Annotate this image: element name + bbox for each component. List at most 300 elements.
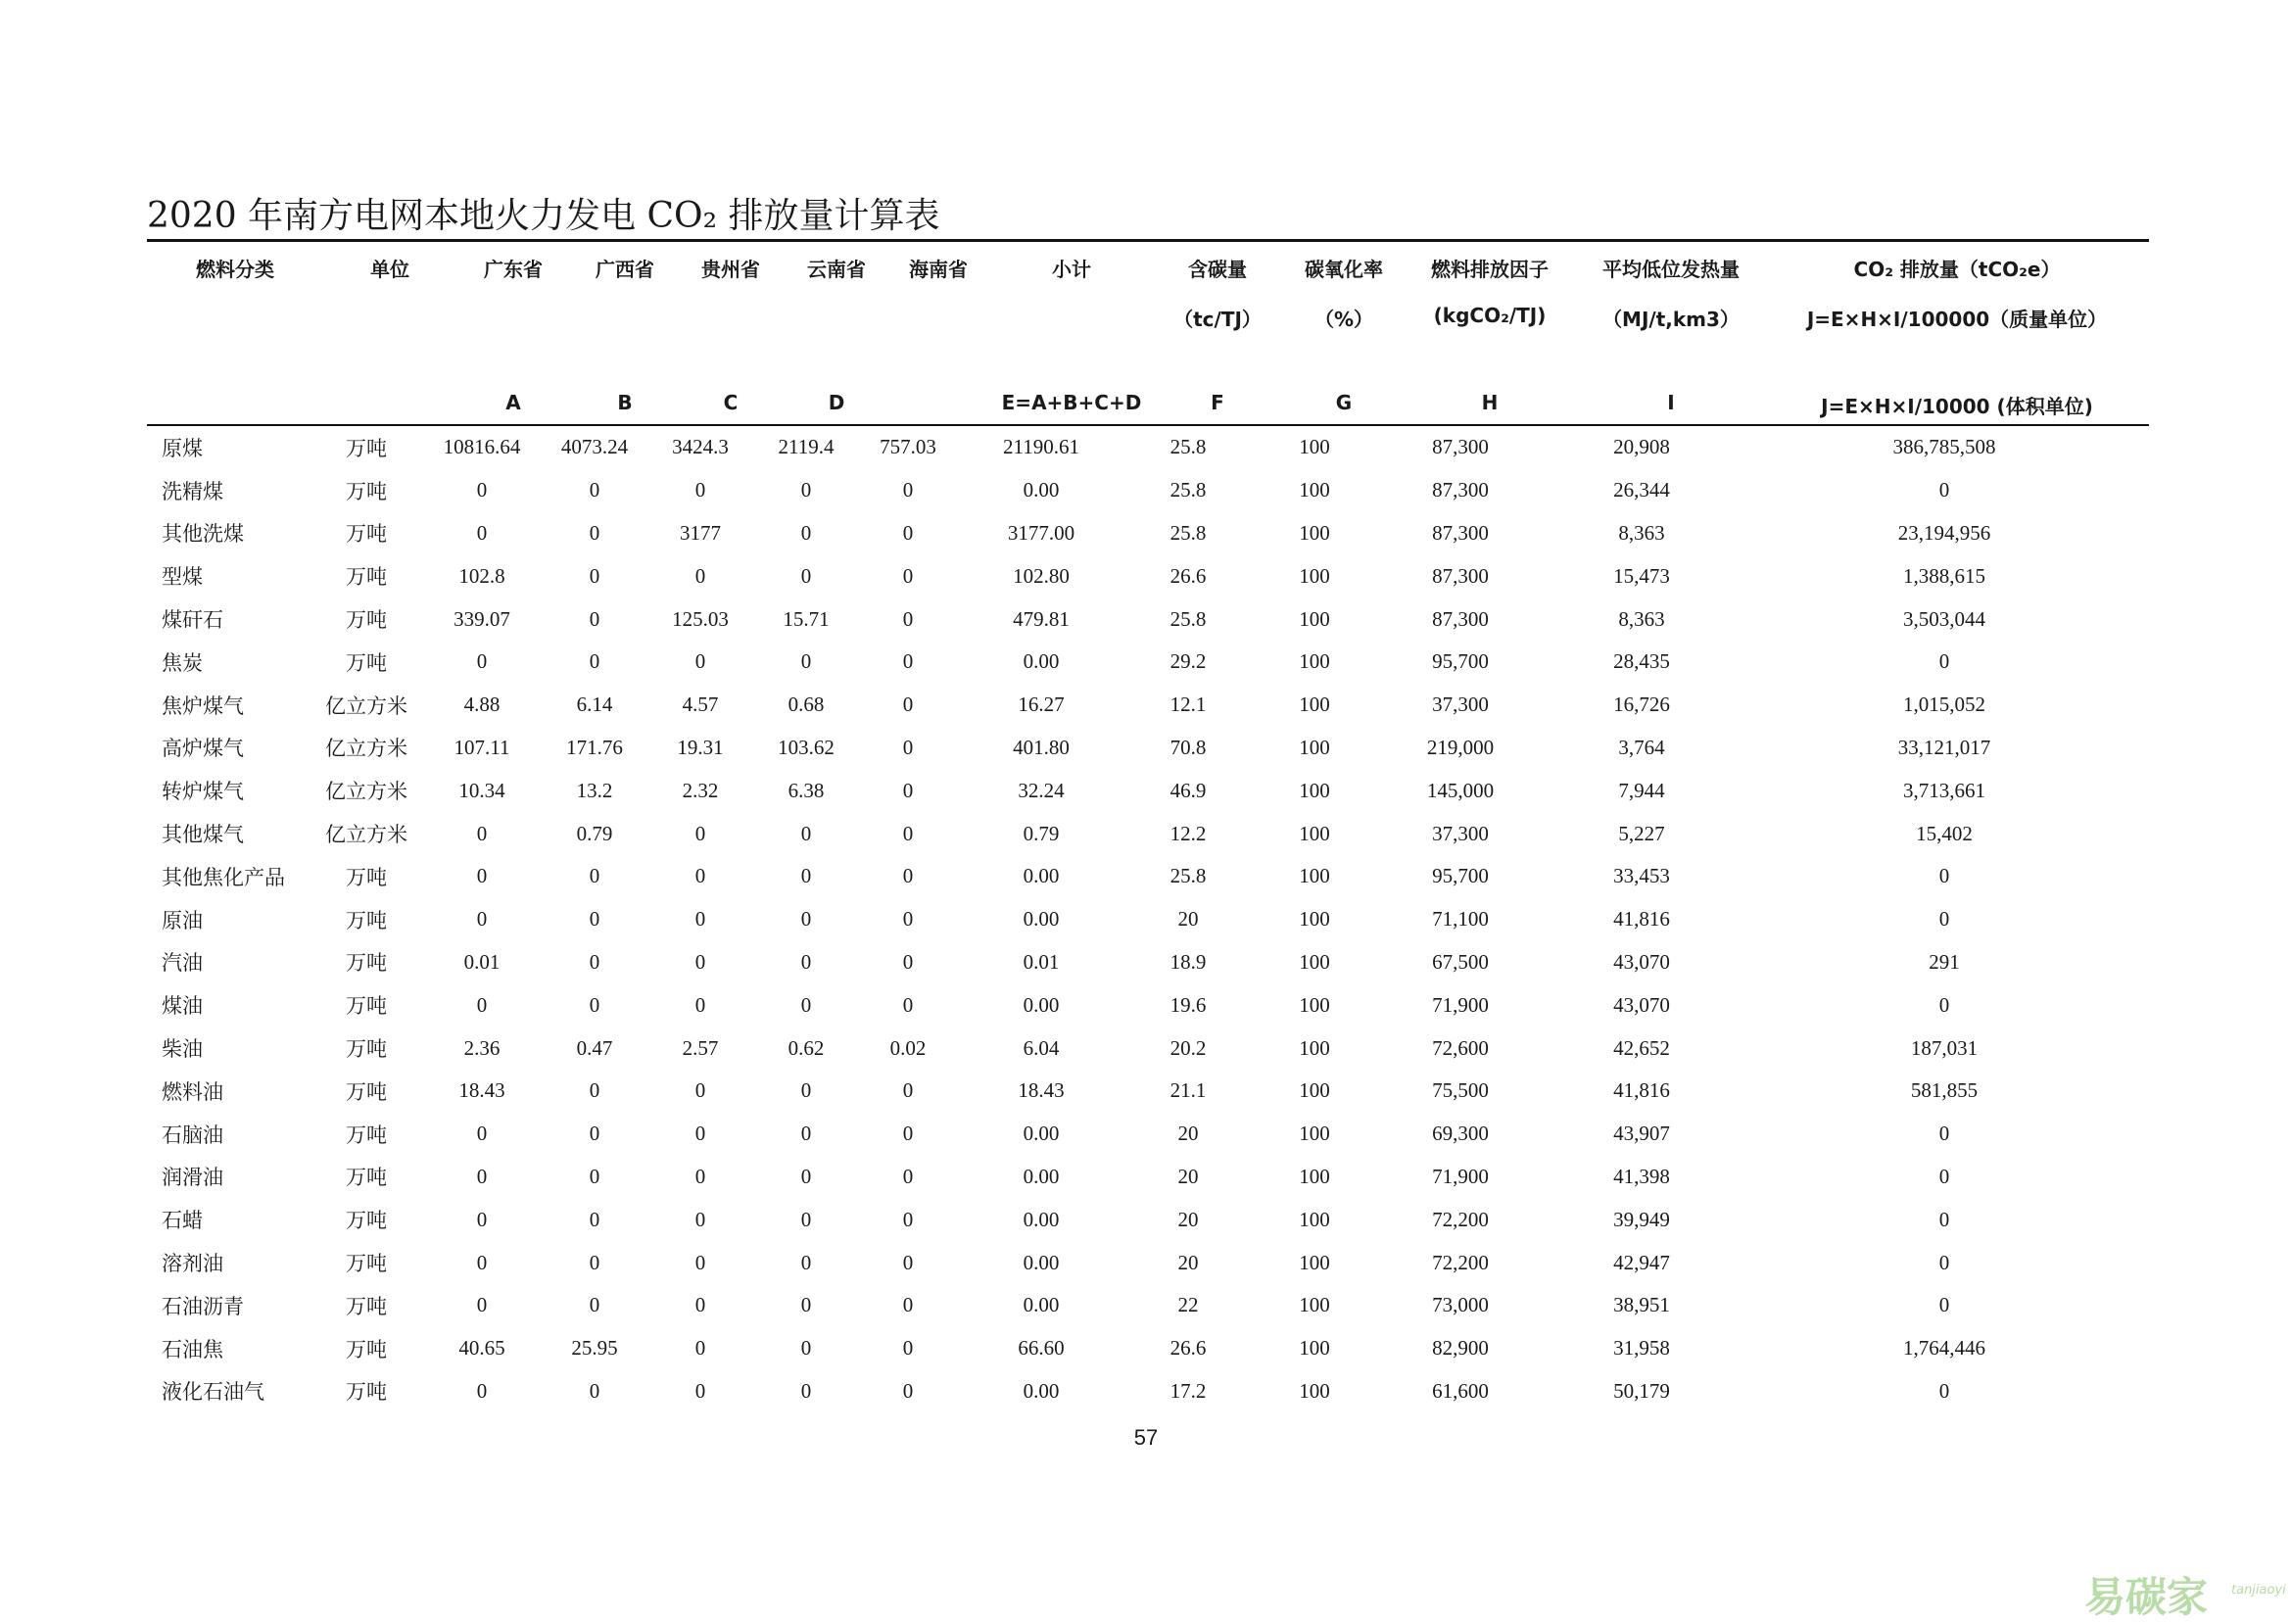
oxidation-rate-cell: 100 [1299, 778, 1330, 802]
guangxi-cell: 6.14 [576, 693, 613, 717]
header-fuel-category: 燃料分类 [196, 258, 274, 281]
fuel-name-cell: 型煤 [162, 565, 203, 590]
unit-cell: 万吨 [346, 1337, 387, 1361]
unit-cell: 万吨 [346, 479, 387, 503]
fuel-name-cell: 转炉煤气 [162, 780, 244, 804]
table-body [147, 426, 2149, 1412]
guangxi-cell: 0.47 [576, 1035, 613, 1060]
emission-factor-cell: 87,300 [1432, 606, 1489, 631]
hainan-cell: 757.03 [880, 435, 936, 459]
hainan-cell: 0 [902, 1122, 914, 1146]
table-row [147, 554, 2149, 597]
table-row [147, 812, 2149, 855]
carbon-content-cell: 25.8 [1169, 520, 1207, 545]
hainan-cell: 0 [902, 992, 914, 1017]
emission-factor-cell: 87,300 [1432, 563, 1489, 588]
co2-emission-cell: 0 [1938, 1250, 1950, 1274]
heating-value-cell: 42,947 [1613, 1250, 1670, 1274]
hainan-cell: 0 [902, 563, 914, 588]
yunnan-cell: 0 [800, 563, 812, 588]
unit-cell: 万吨 [346, 650, 387, 675]
header-guangxi: 广西省 [596, 258, 654, 281]
emission-factor-cell: 95,700 [1432, 649, 1489, 674]
emission-factor-cell: 61,600 [1432, 1378, 1489, 1403]
unit-cell: 万吨 [346, 1294, 387, 1318]
guizhou-cell: 0 [694, 1250, 706, 1274]
guangdong-cell: 0 [476, 1164, 488, 1188]
fuel-name-cell: 焦炭 [162, 650, 203, 675]
guangxi-cell: 0 [589, 520, 600, 545]
hainan-cell: 0 [902, 606, 914, 631]
guangxi-cell: 0 [589, 1293, 600, 1317]
header-top-rule [147, 239, 2149, 242]
page-title: 2020 年南方电网本地火力发电 CO₂ 排放量计算表 [147, 196, 940, 236]
guangdong-cell: 10816.64 [443, 435, 521, 459]
guizhou-cell: 0 [694, 649, 706, 674]
subtotal-cell: 0.00 [1023, 1293, 1060, 1317]
guangdong-cell: 0 [476, 520, 488, 545]
header-col-i: I [1667, 391, 1675, 414]
guizhou-cell: 19.31 [677, 735, 724, 759]
guangxi-cell: 0 [589, 1164, 600, 1188]
header-guizhou: 贵州省 [701, 258, 760, 281]
guizhou-cell: 3424.3 [672, 435, 729, 459]
guangdong-cell: 0 [476, 1293, 488, 1317]
guizhou-cell: 0 [694, 1164, 706, 1188]
emission-factor-cell: 69,300 [1432, 1122, 1489, 1146]
heating-value-cell: 20,908 [1613, 435, 1670, 459]
guangdong-cell: 0 [476, 478, 488, 502]
emission-factor-cell: 219,000 [1426, 735, 1495, 759]
yunnan-cell: 6.38 [788, 778, 825, 802]
yunnan-cell: 0 [800, 949, 812, 974]
emission-factor-cell: 72,600 [1432, 1035, 1489, 1060]
fuel-name-cell: 焦炉煤气 [162, 693, 244, 718]
subtotal-cell: 16.27 [1018, 693, 1065, 717]
yunnan-cell: 0 [800, 907, 812, 931]
subtotal-cell: 0.00 [1023, 1164, 1060, 1188]
co2-emission-cell: 15,402 [1916, 821, 1973, 845]
oxidation-rate-cell: 100 [1299, 1378, 1330, 1403]
heating-value-cell: 42,652 [1613, 1035, 1670, 1060]
yunnan-cell: 0 [800, 1293, 812, 1317]
guizhou-cell: 0 [694, 1378, 706, 1403]
subtotal-cell: 3177.00 [1007, 520, 1075, 545]
hainan-cell: 0 [902, 1336, 914, 1361]
emission-factor-cell: 71,900 [1432, 992, 1489, 1017]
guangdong-cell: 0 [476, 821, 488, 845]
emission-factor-cell: 73,000 [1432, 1293, 1489, 1317]
oxidation-rate-cell: 100 [1299, 1207, 1330, 1231]
header-guangdong: 广东省 [484, 258, 543, 281]
subtotal-cell: 66.60 [1018, 1336, 1065, 1361]
co2-emission-cell: 0 [1938, 1207, 1950, 1231]
yunnan-cell: 0 [800, 478, 812, 502]
hainan-cell: 0 [902, 520, 914, 545]
guangxi-cell: 0 [589, 864, 600, 888]
unit-cell: 亿立方米 [325, 693, 407, 718]
heating-value-cell: 28,435 [1613, 649, 1670, 674]
oxidation-rate-cell: 100 [1299, 907, 1330, 931]
header-col-f: F [1211, 391, 1224, 414]
carbon-content-cell: 12.2 [1169, 821, 1207, 845]
hainan-cell: 0.02 [889, 1035, 927, 1060]
subtotal-cell: 102.80 [1013, 563, 1070, 588]
guangxi-cell: 0 [589, 907, 600, 931]
table-row [147, 1284, 2149, 1327]
fuel-name-cell: 洗精煤 [162, 479, 223, 503]
oxidation-rate-cell: 100 [1299, 821, 1330, 845]
co2-emission-cell: 0 [1938, 1122, 1950, 1146]
subtotal-cell: 0.00 [1023, 649, 1060, 674]
emission-table [147, 426, 2149, 1412]
heating-value-cell: 31,958 [1613, 1336, 1670, 1361]
co2-emission-cell: 0 [1938, 1164, 1950, 1188]
page-number: 57 [1133, 1425, 1159, 1450]
subtotal-cell: 32.24 [1018, 778, 1065, 802]
header-yunnan: 云南省 [807, 258, 866, 281]
heating-value-cell: 16,726 [1613, 693, 1670, 717]
header-oxidation-rate: 碳氧化率 [1305, 258, 1383, 281]
yunnan-cell: 0 [800, 1078, 812, 1103]
fuel-name-cell: 柴油 [162, 1037, 203, 1062]
guangxi-cell: 0 [589, 649, 600, 674]
header-unit-carbon: （tc/TJ） [1173, 308, 1262, 331]
header-col-h: H [1481, 391, 1499, 414]
table-row [147, 1370, 2149, 1413]
fuel-name-cell: 石油沥青 [162, 1294, 244, 1318]
table-row [147, 1327, 2149, 1370]
unit-cell: 万吨 [346, 865, 387, 889]
guizhou-cell: 2.32 [682, 778, 719, 802]
subtotal-cell: 0.00 [1023, 1378, 1060, 1403]
subtotal-cell: 0.79 [1023, 821, 1060, 845]
guizhou-cell: 0 [694, 1293, 706, 1317]
carbon-content-cell: 46.9 [1169, 778, 1207, 802]
table-row [147, 1241, 2149, 1284]
header-carbon-content: 含碳量 [1188, 258, 1247, 281]
co2-emission-cell: 33,121,017 [1897, 735, 1991, 759]
oxidation-rate-cell: 100 [1299, 864, 1330, 888]
hainan-cell: 0 [902, 1078, 914, 1103]
oxidation-rate-cell: 100 [1299, 1250, 1330, 1274]
guangxi-cell: 0 [589, 1207, 600, 1231]
heating-value-cell: 15,473 [1613, 563, 1670, 588]
header-co2-emission: CO₂ 排放量（tCO₂e） [1853, 258, 2061, 281]
heating-value-cell: 5,227 [1618, 821, 1665, 845]
fuel-name-cell: 煤油 [162, 994, 203, 1019]
yunnan-cell: 0 [800, 649, 812, 674]
table-row [147, 512, 2149, 555]
heating-value-cell: 33,453 [1613, 864, 1670, 888]
header-unit-percent: （%） [1313, 308, 1374, 331]
header-col-a: A [505, 391, 521, 414]
oxidation-rate-cell: 100 [1299, 1164, 1330, 1188]
fuel-name-cell: 其他煤气 [162, 823, 244, 847]
fuel-name-cell: 石蜡 [162, 1209, 203, 1233]
yunnan-cell: 0 [800, 1122, 812, 1146]
yunnan-cell: 0 [800, 1164, 812, 1188]
fuel-name-cell: 煤矸石 [162, 608, 223, 633]
guangdong-cell: 0 [476, 649, 488, 674]
hainan-cell: 0 [902, 1378, 914, 1403]
unit-cell: 万吨 [346, 908, 387, 932]
subtotal-cell: 6.04 [1023, 1035, 1060, 1060]
co2-emission-cell: 581,855 [1910, 1078, 1979, 1103]
co2-emission-cell: 1,764,446 [1903, 1336, 1985, 1361]
guangdong-cell: 0.01 [463, 949, 501, 974]
guizhou-cell: 0 [694, 1336, 706, 1361]
hainan-cell: 0 [902, 478, 914, 502]
hainan-cell: 0 [902, 907, 914, 931]
heating-value-cell: 7,944 [1618, 778, 1665, 802]
header-unit: 单位 [370, 258, 409, 281]
heating-value-cell: 3,764 [1618, 735, 1665, 759]
header-emission-factor: 燃料排放因子 [1431, 258, 1549, 281]
table-row [147, 855, 2149, 898]
fuel-name-cell: 高炉煤气 [162, 737, 244, 761]
hainan-cell: 0 [902, 864, 914, 888]
guangdong-cell: 0 [476, 864, 488, 888]
unit-cell: 万吨 [346, 994, 387, 1019]
guangdong-cell: 102.8 [458, 563, 505, 588]
guangxi-cell: 0 [589, 606, 600, 631]
guizhou-cell: 0 [694, 478, 706, 502]
subtotal-cell: 0.00 [1023, 864, 1060, 888]
guangdong-cell: 10.34 [458, 778, 505, 802]
hainan-cell: 0 [902, 949, 914, 974]
heating-value-cell: 43,070 [1613, 949, 1670, 974]
co2-emission-cell: 187,031 [1910, 1035, 1979, 1060]
header-col-e: E=A+B+C+D [1001, 391, 1142, 414]
watermark-logo: 易碳家 [2084, 1573, 2209, 1621]
subtotal-cell: 0.00 [1023, 1122, 1060, 1146]
subtotal-cell: 0.00 [1023, 992, 1060, 1017]
co2-emission-cell: 0 [1938, 1378, 1950, 1403]
header-subtotal: 小计 [1052, 258, 1091, 281]
yunnan-cell: 0.68 [788, 693, 825, 717]
heating-value-cell: 8,363 [1618, 606, 1665, 631]
guangxi-cell: 0 [589, 478, 600, 502]
fuel-name-cell: 石脑油 [162, 1122, 223, 1147]
co2-emission-cell: 0 [1938, 992, 1950, 1017]
hainan-cell: 0 [902, 1207, 914, 1231]
carbon-content-cell: 20 [1177, 907, 1199, 931]
unit-cell: 亿立方米 [325, 780, 407, 804]
co2-emission-cell: 0 [1938, 649, 1950, 674]
fuel-name-cell: 石油焦 [162, 1337, 223, 1361]
unit-cell: 万吨 [346, 1037, 387, 1062]
unit-cell: 万吨 [346, 608, 387, 633]
table-row [147, 597, 2149, 641]
guizhou-cell: 0 [694, 563, 706, 588]
co2-emission-cell: 0 [1938, 907, 1950, 931]
emission-factor-cell: 87,300 [1432, 478, 1489, 502]
emission-factor-cell: 82,900 [1432, 1336, 1489, 1361]
carbon-content-cell: 20 [1177, 1207, 1199, 1231]
guizhou-cell: 0 [694, 907, 706, 931]
guangxi-cell: 0 [589, 1078, 600, 1103]
co2-emission-cell: 1,388,615 [1903, 563, 1985, 588]
unit-cell: 亿立方米 [325, 737, 407, 761]
emission-factor-cell: 71,100 [1432, 907, 1489, 931]
subtotal-cell: 0.01 [1023, 949, 1060, 974]
subtotal-cell: 0.00 [1023, 907, 1060, 931]
oxidation-rate-cell: 100 [1299, 1122, 1330, 1146]
yunnan-cell: 0.62 [788, 1035, 825, 1060]
table-row [147, 898, 2149, 941]
guizhou-cell: 0 [694, 821, 706, 845]
carbon-content-cell: 22 [1177, 1293, 1199, 1317]
carbon-content-cell: 21.1 [1169, 1078, 1207, 1103]
subtotal-cell: 0.00 [1023, 1250, 1060, 1274]
hainan-cell: 0 [902, 649, 914, 674]
table-row [147, 641, 2149, 684]
yunnan-cell: 0 [800, 821, 812, 845]
guangdong-cell: 107.11 [453, 735, 510, 759]
table-row [147, 1113, 2149, 1156]
hainan-cell: 0 [902, 1293, 914, 1317]
table-row [147, 1027, 2149, 1070]
yunnan-cell: 0 [800, 520, 812, 545]
subtotal-cell: 479.81 [1013, 606, 1070, 631]
oxidation-rate-cell: 100 [1299, 992, 1330, 1017]
guangdong-cell: 0 [476, 1122, 488, 1146]
emission-factor-cell: 67,500 [1432, 949, 1489, 974]
oxidation-rate-cell: 100 [1299, 520, 1330, 545]
co2-emission-cell: 1,015,052 [1903, 693, 1985, 717]
header-formula-volume: J=E×H×I/10000 (体积单位) [1821, 395, 2093, 418]
guangxi-cell: 0 [589, 563, 600, 588]
co2-emission-cell: 0 [1938, 1293, 1950, 1317]
unit-cell: 万吨 [346, 522, 387, 547]
fuel-name-cell: 其他洗煤 [162, 522, 244, 547]
subtotal-cell: 0.00 [1023, 478, 1060, 502]
guangdong-cell: 40.65 [458, 1336, 505, 1361]
guangdong-cell: 339.07 [453, 606, 510, 631]
hainan-cell: 0 [902, 735, 914, 759]
unit-cell: 万吨 [346, 951, 387, 976]
heating-value-cell: 43,070 [1613, 992, 1670, 1017]
oxidation-rate-cell: 100 [1299, 563, 1330, 588]
co2-emission-cell: 386,785,508 [1892, 435, 1996, 459]
header-heating-value: 平均低位发热量 [1602, 258, 1740, 281]
header-formula-mass: J=E×H×I/100000（质量单位） [1806, 308, 2108, 331]
fuel-name-cell: 其他焦化产品 [162, 865, 285, 889]
heating-value-cell: 41,816 [1613, 1078, 1670, 1103]
subtotal-cell: 18.43 [1018, 1078, 1065, 1103]
guangxi-cell: 0 [589, 992, 600, 1017]
emission-factor-cell: 87,300 [1432, 435, 1489, 459]
heating-value-cell: 26,344 [1613, 478, 1670, 502]
fuel-name-cell: 原油 [162, 908, 203, 932]
guangxi-cell: 171.76 [566, 735, 623, 759]
fuel-name-cell: 原煤 [162, 436, 203, 460]
emission-factor-cell: 75,500 [1432, 1078, 1489, 1103]
oxidation-rate-cell: 100 [1299, 1035, 1330, 1060]
guizhou-cell: 0 [694, 992, 706, 1017]
guangdong-cell: 0 [476, 1378, 488, 1403]
emission-factor-cell: 37,300 [1432, 821, 1489, 845]
yunnan-cell: 0 [800, 992, 812, 1017]
unit-cell: 万吨 [346, 1079, 387, 1104]
emission-factor-cell: 71,900 [1432, 1164, 1489, 1188]
carbon-content-cell: 12.1 [1169, 693, 1207, 717]
guangdong-cell: 0 [476, 1207, 488, 1231]
table-row [147, 469, 2149, 512]
unit-cell: 万吨 [346, 565, 387, 590]
guangdong-cell: 2.36 [463, 1035, 501, 1060]
header-hainan: 海南省 [909, 258, 968, 281]
heating-value-cell: 41,398 [1613, 1164, 1670, 1188]
carbon-content-cell: 20 [1177, 1250, 1199, 1274]
header-unit-factor: (kgCO₂/TJ) [1433, 304, 1547, 327]
header-col-b: B [617, 391, 633, 414]
guizhou-cell: 0 [694, 1122, 706, 1146]
carbon-content-cell: 26.6 [1169, 1336, 1207, 1361]
heating-value-cell: 38,951 [1613, 1293, 1670, 1317]
emission-factor-cell: 72,200 [1432, 1207, 1489, 1231]
unit-cell: 万吨 [346, 1122, 387, 1147]
fuel-name-cell: 燃料油 [162, 1079, 223, 1104]
guizhou-cell: 4.57 [682, 693, 719, 717]
fuel-name-cell: 汽油 [162, 951, 203, 976]
unit-cell: 万吨 [346, 1380, 387, 1405]
guangxi-cell: 0.79 [576, 821, 613, 845]
guizhou-cell: 0 [694, 949, 706, 974]
fuel-name-cell: 液化石油气 [162, 1380, 264, 1405]
guangxi-cell: 0 [589, 1122, 600, 1146]
subtotal-cell: 0.00 [1023, 1207, 1060, 1231]
emission-factor-cell: 87,300 [1432, 520, 1489, 545]
subtotal-cell: 21190.61 [1003, 435, 1079, 459]
oxidation-rate-cell: 100 [1299, 435, 1330, 459]
hainan-cell: 0 [902, 1164, 914, 1188]
hainan-cell: 0 [902, 693, 914, 717]
emission-factor-cell: 37,300 [1432, 693, 1489, 717]
table-row [147, 1198, 2149, 1241]
header-col-g: G [1335, 391, 1353, 414]
table-row [147, 941, 2149, 984]
co2-emission-cell: 291 [1929, 949, 1960, 974]
yunnan-cell: 2119.4 [778, 435, 835, 459]
yunnan-cell: 15.71 [783, 606, 830, 631]
guangxi-cell: 25.95 [571, 1336, 618, 1361]
guangxi-cell: 13.2 [576, 778, 613, 802]
guangxi-cell: 0 [589, 949, 600, 974]
header-col-c: C [723, 391, 739, 414]
header-col-d: D [828, 391, 845, 414]
hainan-cell: 0 [902, 821, 914, 845]
oxidation-rate-cell: 100 [1299, 735, 1330, 759]
fuel-name-cell: 润滑油 [162, 1166, 223, 1190]
guangdong-cell: 18.43 [458, 1078, 505, 1103]
oxidation-rate-cell: 100 [1299, 1293, 1330, 1317]
guangdong-cell: 0 [476, 907, 488, 931]
emission-factor-cell: 95,700 [1432, 864, 1489, 888]
guizhou-cell: 125.03 [672, 606, 729, 631]
table-row [147, 727, 2149, 770]
guizhou-cell: 0 [694, 1078, 706, 1103]
guizhou-cell: 3177 [680, 520, 721, 545]
unit-cell: 万吨 [346, 1166, 387, 1190]
unit-cell: 万吨 [346, 1209, 387, 1233]
emission-factor-cell: 72,200 [1432, 1250, 1489, 1274]
yunnan-cell: 0 [800, 1250, 812, 1274]
yunnan-cell: 0 [800, 1336, 812, 1361]
table-row [147, 426, 2149, 469]
guangdong-cell: 0 [476, 1250, 488, 1274]
